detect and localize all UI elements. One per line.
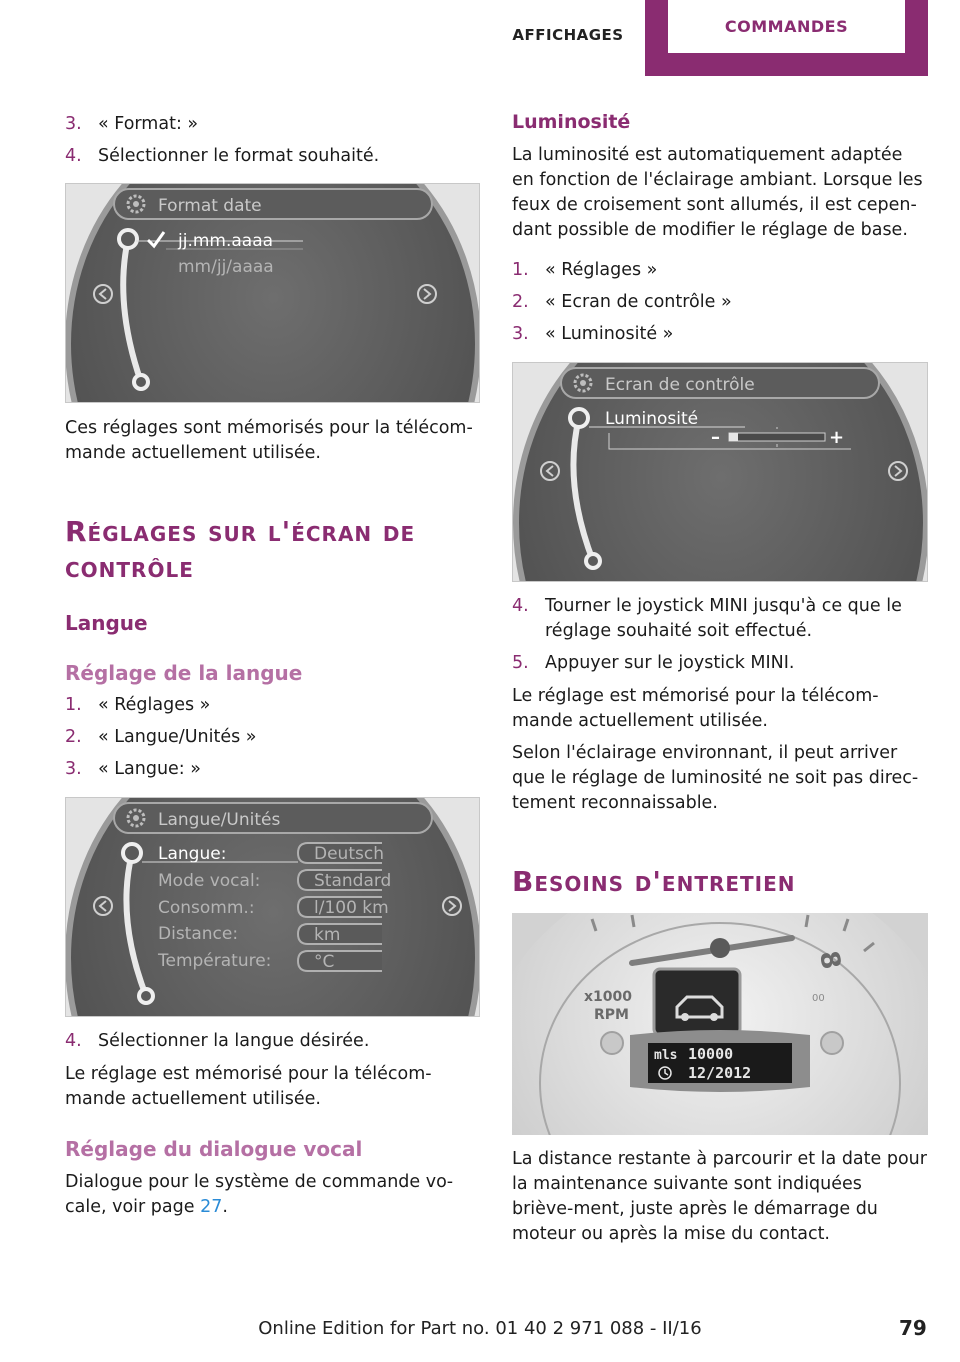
edition-footer: Online Edition for Part no. 01 40 2 971 088 - II/16 bbox=[258, 1318, 702, 1339]
list-item bbox=[512, 651, 928, 676]
step-text: Sélectionner le format souhaité. bbox=[98, 146, 380, 166]
step-number: 2. bbox=[65, 727, 82, 747]
instrument-cluster-image bbox=[512, 913, 928, 1135]
row-value: l/100 km bbox=[314, 898, 389, 918]
punctuation: . bbox=[222, 1197, 228, 1217]
subsection-title: Langue bbox=[65, 611, 148, 635]
step-number: 2. bbox=[512, 292, 529, 312]
rpm-multiplier: x1000 bbox=[584, 989, 632, 1005]
list-item bbox=[65, 693, 480, 718]
date-value: 12/2012 bbox=[688, 1064, 752, 1082]
step-text: « Réglages » bbox=[98, 695, 211, 715]
list-item bbox=[65, 112, 480, 137]
subsubsection-title: Réglage de la langue bbox=[65, 661, 303, 685]
page-number: 79 bbox=[899, 1316, 927, 1340]
screen-title: Format date bbox=[158, 196, 262, 216]
screen-title: Langue/Unités bbox=[158, 810, 281, 830]
row-value: Standard bbox=[314, 871, 392, 891]
luminosity-label: Luminosité bbox=[605, 409, 699, 429]
paragraph: Selon l'éclairage environnant, il peut arriver que le réglage de luminosité ne soit pas direc‐tement reconnaissable. bbox=[512, 743, 919, 813]
list-item bbox=[65, 1029, 480, 1054]
list-item bbox=[512, 322, 928, 347]
row-label: Langue: bbox=[158, 844, 227, 864]
screen-title: Ecran de contrôle bbox=[605, 375, 755, 395]
language-units-screen bbox=[65, 797, 480, 1017]
distance-unit: mls bbox=[654, 1048, 678, 1063]
step-number: 4. bbox=[65, 1031, 82, 1051]
luminosity-steps bbox=[512, 258, 928, 354]
voice-dialogue-text bbox=[65, 1170, 480, 1220]
control-screen-luminosity bbox=[512, 362, 928, 582]
distance-value: 10000 bbox=[688, 1045, 734, 1063]
paragraph: Le réglage est mémorisé pour la télécom‐mande actuellement utilisée. bbox=[512, 686, 879, 731]
service-text: La distance restante à parcourir et la date pour la maintenance suivante sont indiquées briève‐ment, juste après le démarrage du moteur ou après la mise du contact. bbox=[512, 1149, 927, 1244]
step-number: 3. bbox=[512, 324, 529, 344]
format-steps bbox=[65, 112, 480, 176]
row-value: °C bbox=[314, 952, 335, 972]
minus-label[interactable]: – bbox=[711, 427, 720, 448]
luminosity-title: Luminosité bbox=[512, 111, 631, 133]
language-steps bbox=[65, 693, 480, 789]
step-text: Sélectionner la langue désirée. bbox=[98, 1031, 370, 1051]
list-item bbox=[65, 725, 480, 750]
row-value: km bbox=[314, 925, 341, 945]
list-item bbox=[512, 258, 928, 283]
step-text: « Langue: » bbox=[98, 759, 201, 779]
step-number: 1. bbox=[65, 695, 82, 715]
page-link[interactable]: 27 bbox=[200, 1197, 223, 1217]
step-text: « Langue/Unités » bbox=[98, 727, 257, 747]
rpm-unit: RPM bbox=[594, 1007, 629, 1023]
voice-dialogue-title: Réglage du dialogue vocal bbox=[65, 1137, 363, 1161]
step-text: Tourner le joystick MINI jusqu'à ce que le réglage souhaité soit effectué. bbox=[545, 596, 902, 641]
step-text: « Ecran de contrôle » bbox=[545, 292, 732, 312]
plus-label[interactable]: + bbox=[829, 427, 845, 448]
format-option: mm/jj/aaaa bbox=[178, 257, 274, 277]
paragraph: Ces réglages sont mémorisés pour la télécom‐mande actuellement utilisée. bbox=[65, 418, 473, 463]
list-item bbox=[512, 290, 928, 315]
row-label: Mode vocal: bbox=[158, 871, 261, 891]
step-number: 5. bbox=[512, 653, 529, 673]
list-item bbox=[512, 594, 928, 644]
section-title: Réglages sur l'écran de contrôle bbox=[65, 515, 416, 584]
luminosity-text: La luminosité est automatiquement adaptée en fonction de l'éclairage ambiant. Lorsque les feux de croisement sont allumés, il est cepen‐dant possible de modifier le réglage de base. bbox=[512, 145, 923, 240]
step-number: 4. bbox=[65, 146, 82, 166]
tab-commandes[interactable]: COMMANDES bbox=[668, 0, 905, 53]
luminosity-steps-continued bbox=[512, 594, 928, 683]
slider-fill bbox=[729, 433, 738, 441]
gauge-digit: 8 bbox=[813, 948, 846, 972]
format-date-screen bbox=[65, 183, 480, 403]
gauge-zero: 00 bbox=[812, 993, 825, 1004]
row-label: Distance: bbox=[158, 924, 239, 944]
row-label: Consomm.: bbox=[158, 898, 255, 918]
step-number: 3. bbox=[65, 759, 82, 779]
voice-text: Dialogue pour le système de commande vo‐cale, voir page bbox=[65, 1172, 454, 1217]
step-text: « Luminosité » bbox=[545, 324, 674, 344]
step-number: 1. bbox=[512, 260, 529, 280]
row-value: Deutsch bbox=[314, 844, 384, 864]
list-item bbox=[65, 757, 480, 782]
list-item bbox=[65, 144, 480, 169]
step-text: Appuyer sur le joystick MINI. bbox=[545, 653, 795, 673]
step-text: « Réglages » bbox=[545, 260, 658, 280]
step-number: 3. bbox=[65, 114, 82, 134]
tab-affichages[interactable]: AFFICHAGES bbox=[512, 26, 624, 44]
step-number: 4. bbox=[512, 596, 529, 616]
language-steps-continued bbox=[65, 1029, 480, 1061]
step-text: « Format: » bbox=[98, 114, 199, 134]
service-section-title: Besoins d'entretien bbox=[512, 865, 796, 898]
selected-format: jj.mm.aaaa bbox=[178, 231, 274, 251]
row-label: Température: bbox=[158, 951, 272, 971]
paragraph: Le réglage est mémorisé pour la télécom‐mande actuellement utilisée. bbox=[65, 1064, 432, 1109]
